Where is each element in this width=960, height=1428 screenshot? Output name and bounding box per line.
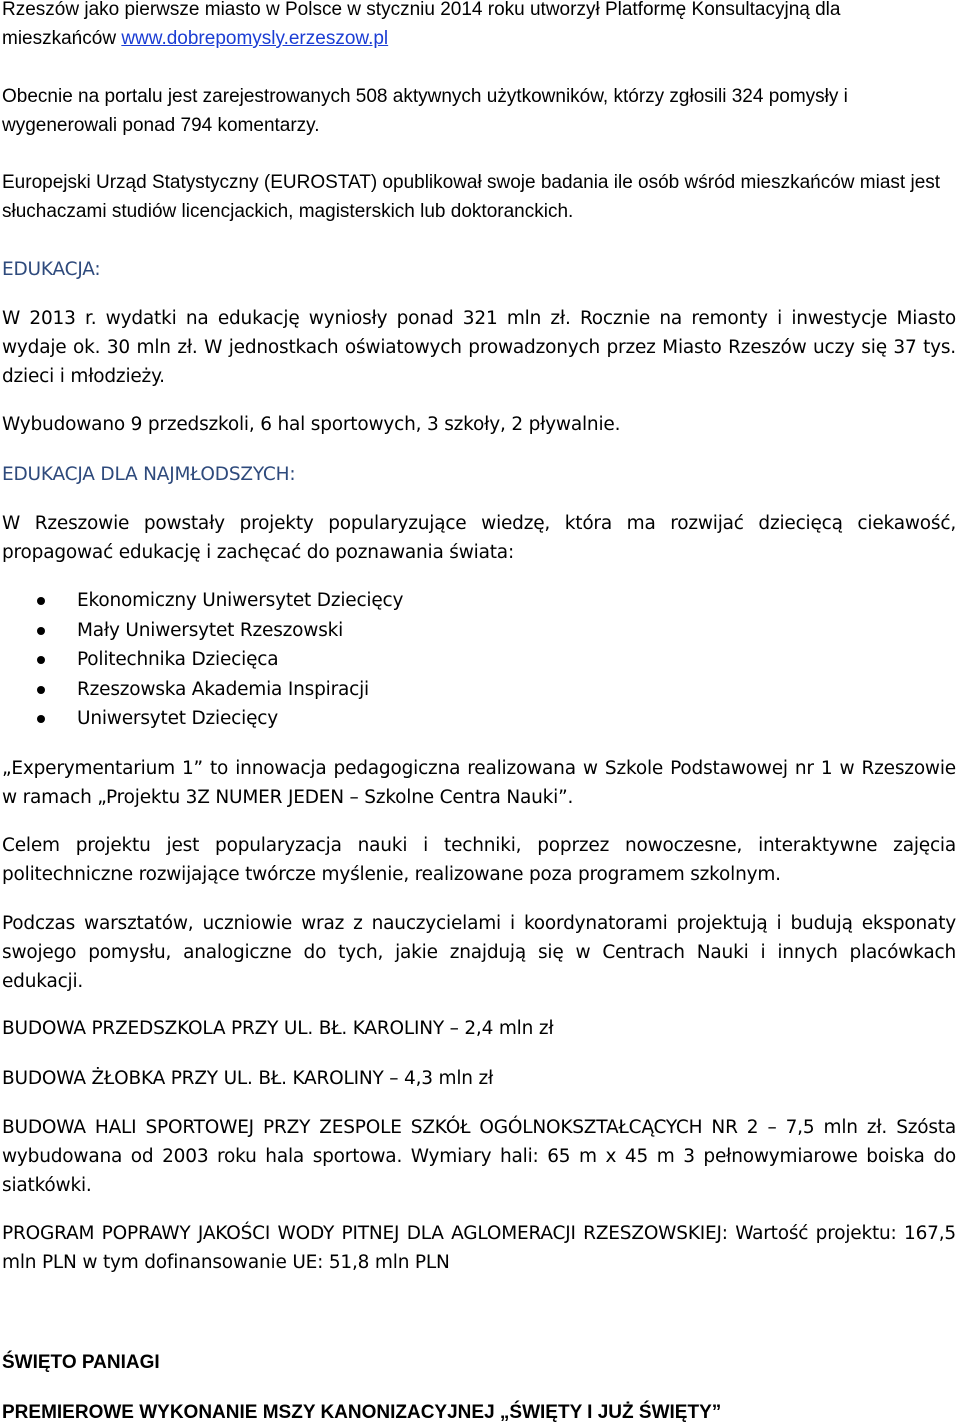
experymentarium-paragraph: „Experymentarium 1” to innowacja pedagogiczna realizowana w Szkole Podstawowej nr 1 w Rzeszowie w ramach „Projektu 3Z NUMER JEDEN – Szkolne Centra Nauki”.	[2, 758, 956, 808]
intro-text: Rzeszów jako pierwsze miasto w Polsce w styczniu 2014 roku utworzył Platformę Konsultacyjną dla mieszkańców	[2, 0, 841, 49]
list-item: Uniwersytet Dziecięcy	[0, 704, 900, 734]
feast-heading: ŚWIĘTO PANIAGI	[2, 1352, 160, 1373]
education-heading: EDUKACJA:	[2, 259, 101, 280]
education-spending-paragraph: W 2013 r. wydatki na edukację wyniosły ponad 321 mln zł. Rocznie na remonty i inwestycje Miasto wydaje ok. 30 mln zł. W jednostkach oświatowych prowadzonych przez Miasto Rzeszów uczy się 37 tys. dzieci i młodzieży.	[2, 308, 956, 387]
education-built-paragraph: Wybudowano 9 przedszkoli, 6 hal sportowych, 3 szkoły, 2 pływalnie.	[2, 414, 621, 435]
bullet-icon	[37, 715, 45, 723]
eurostat-paragraph: Europejski Urząd Statystyczny (EUROSTAT) opublikował swoje badania ile osób wśród mieszkańców miast jest słuchaczami studiów licencjackich, magisterskich lub doktoranckich.	[2, 172, 941, 222]
list-item: Politechnika Dziecięca	[0, 645, 900, 675]
project-goal-paragraph: Celem projektu jest popularyzacja nauki i techniki, poprzez nowoczesne, interaktywne zajęcia politechniczne rozwijające twórcze myślenie, realizowane poza programem szkolnym.	[2, 835, 956, 885]
bullet-icon	[37, 656, 45, 664]
list-item: Rzeszowska Akademia Inspiracji	[0, 675, 900, 705]
children-projects-list	[0, 586, 900, 734]
bullet-icon	[37, 686, 45, 694]
youngest-education-heading: EDUKACJA DLA NAJMŁODSZYCH:	[2, 464, 296, 485]
list-item: Ekonomiczny Uniwersytet Dziecięcy	[0, 586, 900, 616]
bullet-icon	[37, 627, 45, 635]
intro-paragraph	[2, 0, 956, 53]
sports-hall-investment: BUDOWA HALI SPORTOWEJ PRZY ZESPOLE SZKÓŁ OGÓLNOKSZTAŁCĄCYCH NR 2 – 7,5 mln zł. Szósta wybudowana od 2003 roku hala sportowa. Wymiary hali: 65 m x 45 m 3 pełnowymiarowe boiska do siatkówki.	[2, 1117, 956, 1196]
bullet-icon	[37, 597, 45, 605]
portal-stats-paragraph: Obecnie na portalu jest zarejestrowanych 508 aktywnych użytkowników, którzy zgłosili 324 pomysły i wygenerowali ponad 794 komentarzy.	[2, 86, 848, 136]
water-program-investment: PROGRAM POPRAWY JAKOŚCI WODY PITNEJ DLA AGLOMERACJI RZESZOWSKIEJ: Wartość projektu: 167,5 mln PLN w tym dofinansowanie UE: 51,8 mln PLN	[2, 1223, 956, 1273]
premiere-heading: PREMIEROWE WYKONANIE MSZY KANONIZACYJNEJ „ŚWIĘTY I JUŻ ŚWIĘTY”	[2, 1402, 722, 1423]
nursery-investment: BUDOWA ŻŁOBKA PRZY UL. BŁ. KAROLINY – 4,3 mln zł	[2, 1068, 494, 1089]
workshops-paragraph: Podczas warsztatów, uczniowie wraz z nauczycielami i koordynatorami projektują i budują eksponaty swojego pomysłu, analogiczne do tych, jakie znajdują się w Centrach Nauki i innych placówkach edukacji.	[2, 913, 956, 992]
kindergarten-investment: BUDOWA PRZEDSZKOLA PRZY UL. BŁ. KAROLINY – 2,4 mln zł	[2, 1018, 554, 1039]
youngest-intro-paragraph: W Rzeszowie powstały projekty popularyzujące wiedzę, która ma rozwijać dziecięcą ciekawość, propagować edukację i zachęcać do poznawania świata:	[2, 513, 956, 563]
consultation-platform-link[interactable]: www.dobrepomysly.erzeszow.pl	[121, 28, 389, 49]
list-item: Mały Uniwersytet Rzeszowski	[0, 616, 900, 646]
